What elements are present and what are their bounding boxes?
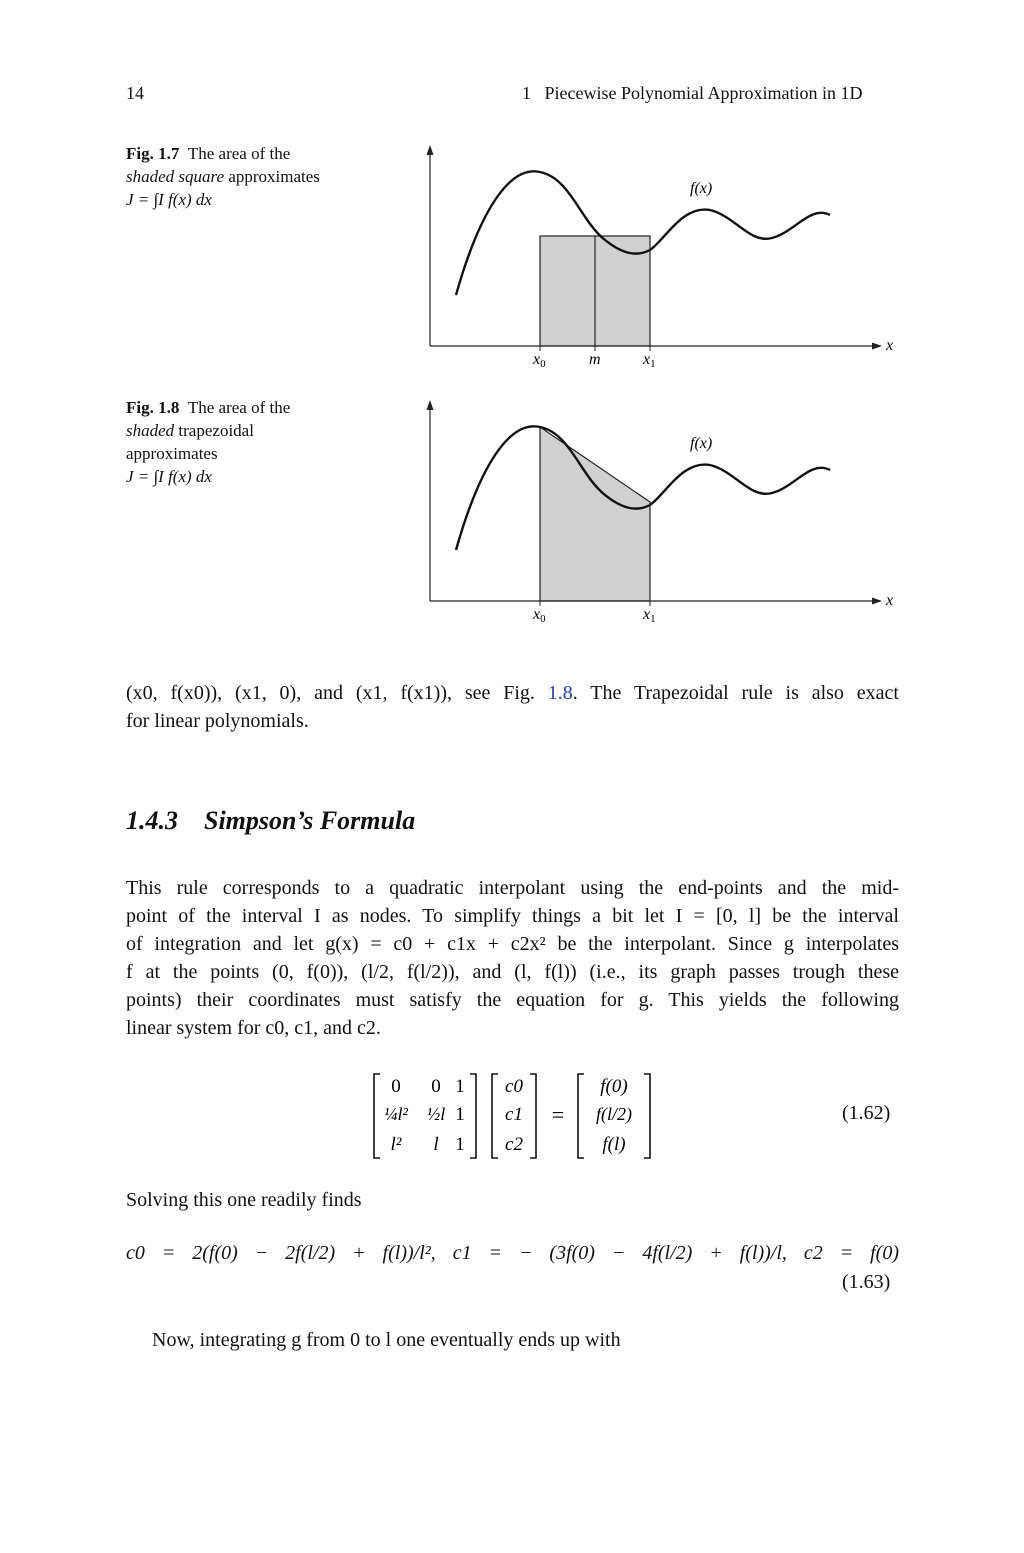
text-line: f at the points (0, f(0)), (l/2, f(l/2)), and (l, f(l)) (i.e., its graph passes trough these [126,961,899,983]
matrix-cell: 1 [455,1104,465,1125]
tick-label-m: m [589,351,601,368]
rhs-cell: f(0) [600,1076,628,1097]
figure-label: Fig. 1.8 [126,398,180,417]
equation-number-1-63: (1.63) [842,1271,891,1293]
matrix-cell: 0 [391,1076,401,1097]
paragraph-integrating [152,1326,899,1354]
curve-label: f(x) [690,435,713,452]
caption-formula: J = ∫I f(x) dx [126,190,212,209]
text-line: Solving this one readily finds [126,1189,362,1211]
equals-sign: = [551,1102,565,1127]
caption-text: trapezoidal [178,421,254,440]
y-axis-arrow [427,400,434,410]
caption-text: The area of the [187,144,291,163]
text-line: This rule corresponds to a quadratic interpolant using the end-points and the mid- [126,877,899,899]
x-axis-arrow [872,343,882,350]
tick-label-x0: x0 [533,606,546,625]
matrix-cell: 0 [431,1076,441,1097]
figure-caption-1-8 [126,396,366,488]
bracket-left [492,1074,498,1158]
figure-1-8 [420,395,910,630]
matrix-cell: l [433,1134,439,1155]
rhs-cell: f(l/2) [596,1104,632,1124]
equation-1-62 [366,1068,666,1164]
vector-cell: c0 [505,1076,523,1097]
shaded-trapezoid [540,427,650,601]
caption-italic: shaded square [126,167,225,186]
curve-label: f(x) [690,180,713,197]
vector-cell: c2 [505,1134,523,1155]
caption-text: approximates [126,444,218,463]
text-line: point of the interval I as nodes. To simplify things a bit let I = [0, l] be the interval [126,905,899,927]
bracket-left [374,1074,380,1158]
y-axis-arrow [427,145,434,155]
paragraph-simpson-intro [126,874,899,1042]
bracket-left [578,1074,584,1158]
running-header [522,83,862,104]
caption-formula: J = ∫I f(x) dx [126,467,212,486]
tick-label-x1: x1 [643,351,656,370]
bracket-right [644,1074,650,1158]
x-axis-label: x [886,592,894,609]
matrix-cell: l² [390,1134,402,1155]
section-number: 1.4.3 [126,806,178,835]
figure-caption-1-7 [126,142,366,211]
chapter-title: 1 Piecewise Polynomial Approximation in 1D [522,83,863,103]
matrix-cell: 1 [455,1076,465,1097]
tick-label-x1: x1 [643,606,656,625]
vector-cell: c1 [505,1104,523,1125]
paragraph-solving [126,1186,899,1214]
text-line: points) their coordinates must satisfy the equation for g. This yields the following [126,989,899,1011]
section-heading [126,806,415,836]
paragraph-trapezoidal [126,679,899,735]
matrix-cell: 1 [455,1134,465,1155]
x-axis-arrow [872,598,882,605]
caption-text: The area of the [187,398,291,417]
text-line: (x0, f(x0)), (x1, 0), and (x1, f(x1)), see Fig. 1.8. The Trapezoidal rule is also exact [126,682,899,704]
figure-label: Fig. 1.7 [126,144,180,163]
tick-label-x0: x0 [533,351,546,370]
text-line: for linear polynomials. [126,710,309,732]
figure-1-7 [420,140,910,375]
x-axis-label: x [886,337,894,354]
text-line: linear system for c0, c1, and c2. [126,1017,381,1039]
bracket-right [530,1074,536,1158]
equation-number-1-62: (1.62) [842,1102,891,1124]
section-title: Simpson’s Formula [204,806,416,835]
caption-italic: shaded [126,421,175,440]
rhs-cell: f(l) [602,1134,626,1155]
matrix-cell: ½l [426,1104,446,1124]
text-line: of integration and let g(x) = c0 + c1x + c2x² be the interpolant. Since g interpolates [126,933,899,955]
figure-link[interactable]: 1.8 [547,682,573,704]
bracket-right [470,1074,476,1158]
matrix-cell: ¼l² [384,1104,408,1124]
equation-1-63: c0 = 2(f(0) − 2f(l/2) + f(l))/l², c1 = − (3f(0) − 4f(l/2) + f(l))/l, c2 = f(0) [126,1242,899,1264]
text-line: Now, integrating g from 0 to l one eventually ends up with [152,1329,621,1351]
page-number: 14 [126,83,144,103]
caption-text: approximates [228,167,320,186]
